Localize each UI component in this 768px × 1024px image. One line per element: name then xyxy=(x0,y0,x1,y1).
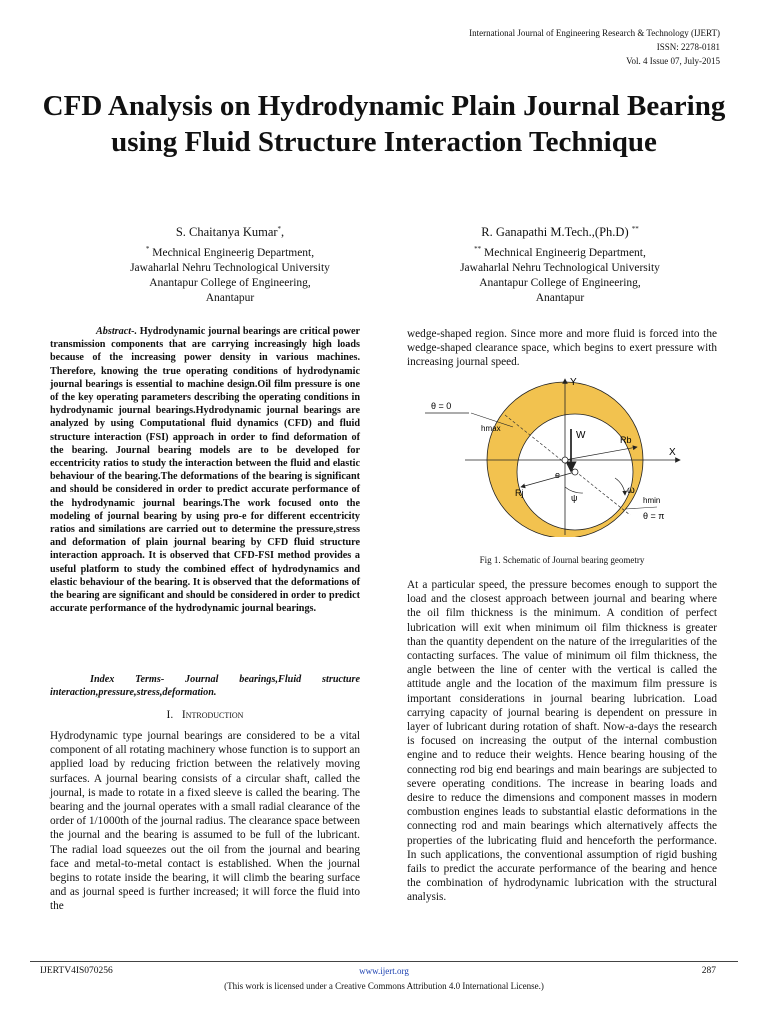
label-omega: ω xyxy=(627,485,635,496)
footer-page-number: 287 xyxy=(701,966,716,976)
author-dept: * Mechnical Engineerig Department, xyxy=(145,245,315,259)
label-psi: ψ xyxy=(571,493,578,503)
intro-text: Hydrodynamic type journal bearings are considered to be a vital component of all rotating machinery whose function is to support an applied load by reducing friction between the relatively moving surfaces. A journal bearing consists of a circular shaft, called the journal, is made to rotate in a fixed sleeve is called the bearing. The bearing and the journal operates with a small radial clearance of the order of 1/1000th of the journal radius. The clearance space between the journal and the bearing is assumed to be full of the lubricant. The radial load squeezes out the oil from the journal and bearing face and metal-to-metal contact is established. When the journal begins to rotate inside the bearing, it will climb the bearing surface and as journal speed is further increased; it will force the fluid into the xyxy=(50,730,361,913)
journal-centre xyxy=(572,469,578,475)
author-block-2 xyxy=(400,222,720,306)
label-x: X xyxy=(669,447,676,458)
label-thetapi: θ = π xyxy=(643,511,665,521)
footer-license: (This work is licensed under a Creative Commons Attribution 4.0 International License.) xyxy=(224,981,544,991)
right-top-text: wedge-shaped region. Since more and more fluid is forced into the wedge-shaped clearance space, which begins to exert pressure with increasing journal speed. xyxy=(407,328,717,369)
journal-issn: ISSN: 2278-0181 xyxy=(656,42,720,52)
bearing-centre xyxy=(562,457,568,463)
footer-rule xyxy=(30,961,738,962)
label-hmax: hmax xyxy=(481,424,501,433)
abstract-label: Abstract-. xyxy=(96,326,138,337)
author-block-1 xyxy=(70,222,390,306)
figure-caption: Fig 1. Schematic of Journal bearing geometry xyxy=(479,555,645,565)
author-city: Anantapur xyxy=(535,291,585,304)
journal-bearing-figure xyxy=(425,375,715,537)
journal-volume: Vol. 4 Issue 07, July-2015 xyxy=(626,56,720,66)
abstract xyxy=(50,325,360,615)
author-name: R. Ganapathi M.Tech.,(Ph.D) ** xyxy=(481,225,639,240)
right-body-text: At a particular speed, the pressure becomes enough to support the load and the closest approach between journal and bearing where the oil film thickness is the minimum. A condition of perfect lubrication will exit when minimum oil film thickness is greater than the quantity dependent on the nature of the irregularities of the contacting surfaces. The value of minimum oil film thickness, the angle between the line of center with the vertical is called the attitude angle and the location of the maximum film pressure is important considerations in journal bearing lubrication. Load carrying capacity of journal bearing is dependent on pressure in layer of lubricant during rotation of shaft. Now-a-days the research is focused on increasing the output of the internal combustion engine and to reduce their weights. Hence bearing housing of the connecting rod big end bearings and main bearings are subjected to severe operating conditions. The increase in bearing loads and desire to reduce the dimensions and component masses in modern combustion engines leads to substantial elastic deformations in the connecting rod and main bearings which alternatively affects the properties of the lubricating fluid and henceforth the performance. In such applications, the conventional assumption of rigid bushing fails to predict the accurate performance of the bearing and hence the combination of hydrodynamic lubrication with the structural analysis. xyxy=(407,579,717,904)
label-y: Y xyxy=(570,377,577,388)
footer-url[interactable]: www.ijert.org xyxy=(359,966,409,976)
label-hmin: hmin xyxy=(643,496,661,505)
label-e: e xyxy=(555,470,561,480)
author-city: Anantapur xyxy=(205,291,255,304)
footer-paper-id: IJERTV4IS070256 xyxy=(40,966,113,976)
label-rb: Rb xyxy=(620,435,632,445)
hmin-pointer xyxy=(625,507,657,509)
author-college: Anantapur College of Engineering, xyxy=(479,276,641,289)
label-rj: Rj xyxy=(515,488,524,498)
author-dept: ** Mechnical Engineerig Department, xyxy=(474,245,646,259)
author-univ: Jawaharlal Nehru Technological University xyxy=(460,261,660,274)
index-terms: Index Terms- Journal bearings,Fluid structure interaction,pressure,stress,deformation. xyxy=(50,674,360,699)
author-name: S. Chaitanya Kumar*, xyxy=(175,225,285,240)
label-theta0: θ = 0 xyxy=(431,401,452,411)
abstract-text: Hydrodynamic journal bearings are critical power transmission components that are carrying increasingly high loads because of the increasing power density in various machines. Therefore, knowing the true operating conditions of hydrodynamic journal bearings is essential to machine design.Oil film pressure is one of the key operating parameters describing the operating conditions in hydrodynamic journal bearings.Hydrodynamic journal bearings are analyzed by using Computational fluid dynamics (CFD) and fluid structure interaction (FSI) approach in order to find deformation of the bearing. Journal bearing models are to be developed for eccentricity ratios to study the interaction between the fluid and elastic behaviour of the bearing.The deformations of the bearing is significant and should be considered in order to predict accurate performance of the hydrodynamic journal bearings.The work focused onto the modeling of journal bearing by using pro-e for different eccentricity ratios and similations are carried out to determine the pressure,stress and deformation of plain journal bearing by CFD fluid structure interaction approach. It is observed that CFD-FSI method provides a useful platform to study the combined effect of hydrodynamics and elastic behaviour of the bearing. It is observed that the deformations of the bearing are significant and should be considered in order to predict accurate performance of the hydrodynamic journal bearings. xyxy=(50,326,361,615)
journal-header xyxy=(469,26,720,68)
author-college: Anantapur College of Engineering, xyxy=(149,276,311,289)
label-w: W xyxy=(576,430,586,441)
journal-name: International Journal of Engineering Research & Technology (IJERT) xyxy=(469,28,720,38)
author-univ: Jawaharlal Nehru Technological University xyxy=(130,261,330,274)
paper-title: CFD Analysis on Hydrodynamic Plain Journal Bearing using Fluid Structure Interaction Technique xyxy=(42,90,726,158)
bearing-schematic xyxy=(425,375,715,537)
section-heading: I. Introduction xyxy=(166,709,244,721)
